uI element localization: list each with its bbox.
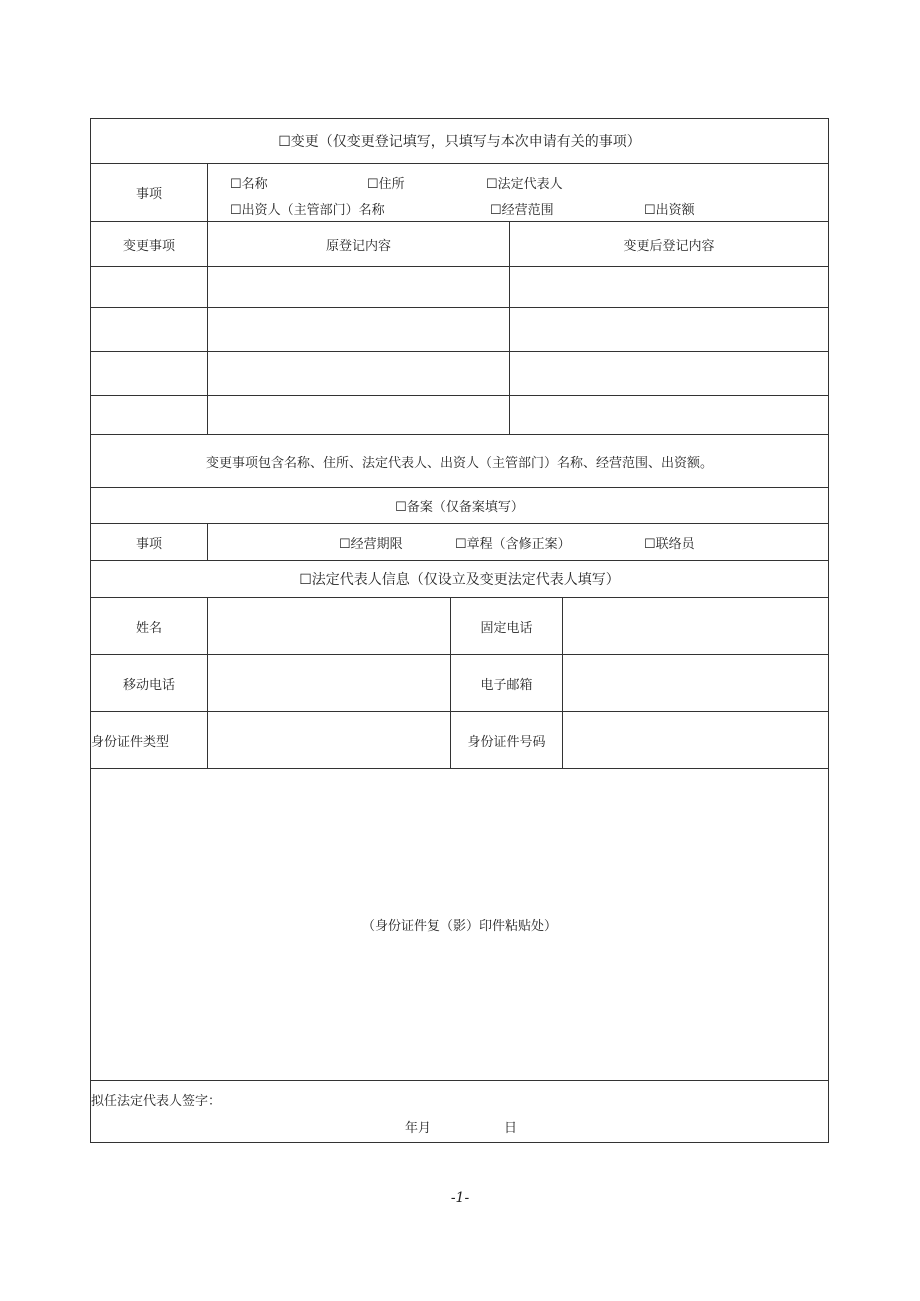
header-original-content: 原登记内容 bbox=[208, 222, 510, 266]
landline-input[interactable] bbox=[563, 598, 828, 654]
change-item-cell[interactable] bbox=[91, 352, 208, 395]
email-input[interactable] bbox=[563, 655, 828, 711]
mobile-input[interactable] bbox=[208, 655, 451, 711]
filing-section-title[interactable]: ☐备案（仅备案填写） bbox=[395, 500, 524, 515]
option-articles[interactable]: ☐章程（含修正案） bbox=[455, 536, 571, 552]
new-content-cell[interactable] bbox=[510, 396, 828, 434]
option-capital[interactable]: ☐出资额 bbox=[644, 202, 695, 218]
change-items-note: 变更事项包含名称、住所、法定代表人、出资人（主管部门）名称、经营范围、出资额。 bbox=[205, 455, 713, 471]
id-copy-paste-area: （身份证件复（影）印件粘贴处） bbox=[361, 919, 557, 934]
signature-label: 拟任法定代表人签字： bbox=[91, 1094, 222, 1109]
label-landline: 固定电话 bbox=[451, 598, 563, 654]
id-number-input[interactable] bbox=[563, 712, 828, 768]
header-new-content: 变更后登记内容 bbox=[623, 238, 715, 254]
original-content-cell[interactable] bbox=[208, 352, 510, 395]
label-id-number: 身份证件号码 bbox=[451, 712, 563, 768]
change-item-cell[interactable] bbox=[91, 267, 208, 307]
original-content-cell[interactable] bbox=[208, 267, 510, 307]
page-number: -1- bbox=[450, 1190, 470, 1206]
option-business-scope[interactable]: ☐经营范围 bbox=[490, 202, 554, 218]
label-id-type: 身份证件类型 bbox=[91, 712, 208, 768]
option-legal-rep[interactable]: ☐法定代表人 bbox=[486, 176, 563, 192]
application-form-table bbox=[90, 118, 829, 1143]
new-content-cell[interactable] bbox=[510, 352, 828, 395]
name-input[interactable] bbox=[208, 598, 451, 654]
label-name: 姓名 bbox=[91, 598, 208, 654]
change-items-label: 事项 bbox=[91, 164, 208, 221]
option-address[interactable]: ☐住所 bbox=[367, 176, 405, 192]
option-operating-period[interactable]: ☐经营期限 bbox=[339, 536, 403, 552]
label-mobile: 移动电话 bbox=[91, 655, 208, 711]
date-year-month: 年月 bbox=[405, 1121, 432, 1136]
option-liaison[interactable]: ☐联络员 bbox=[644, 536, 695, 552]
filing-items-label: 事项 bbox=[91, 524, 208, 560]
change-section-title[interactable]: ☐变更（仅变更登记填写，只填写与本次申请有关的事项） bbox=[278, 134, 641, 150]
new-content-cell[interactable] bbox=[510, 267, 828, 307]
option-name[interactable]: ☐名称 bbox=[230, 176, 268, 192]
change-item-cell[interactable] bbox=[91, 308, 208, 351]
change-item-cell[interactable] bbox=[91, 396, 208, 434]
legal-rep-section-title[interactable]: ☐法定代表人信息（仅设立及变更法定代表人填写） bbox=[299, 572, 620, 588]
id-type-input[interactable] bbox=[208, 712, 451, 768]
header-change-item: 变更事项 bbox=[91, 222, 208, 266]
new-content-cell[interactable] bbox=[510, 308, 828, 351]
option-investor-name[interactable]: ☐出资人（主管部门）名称 bbox=[230, 202, 385, 218]
original-content-cell[interactable] bbox=[208, 308, 510, 351]
original-content-cell[interactable] bbox=[208, 396, 510, 434]
date-day: 日 bbox=[504, 1121, 518, 1136]
label-email: 电子邮箱 bbox=[451, 655, 563, 711]
